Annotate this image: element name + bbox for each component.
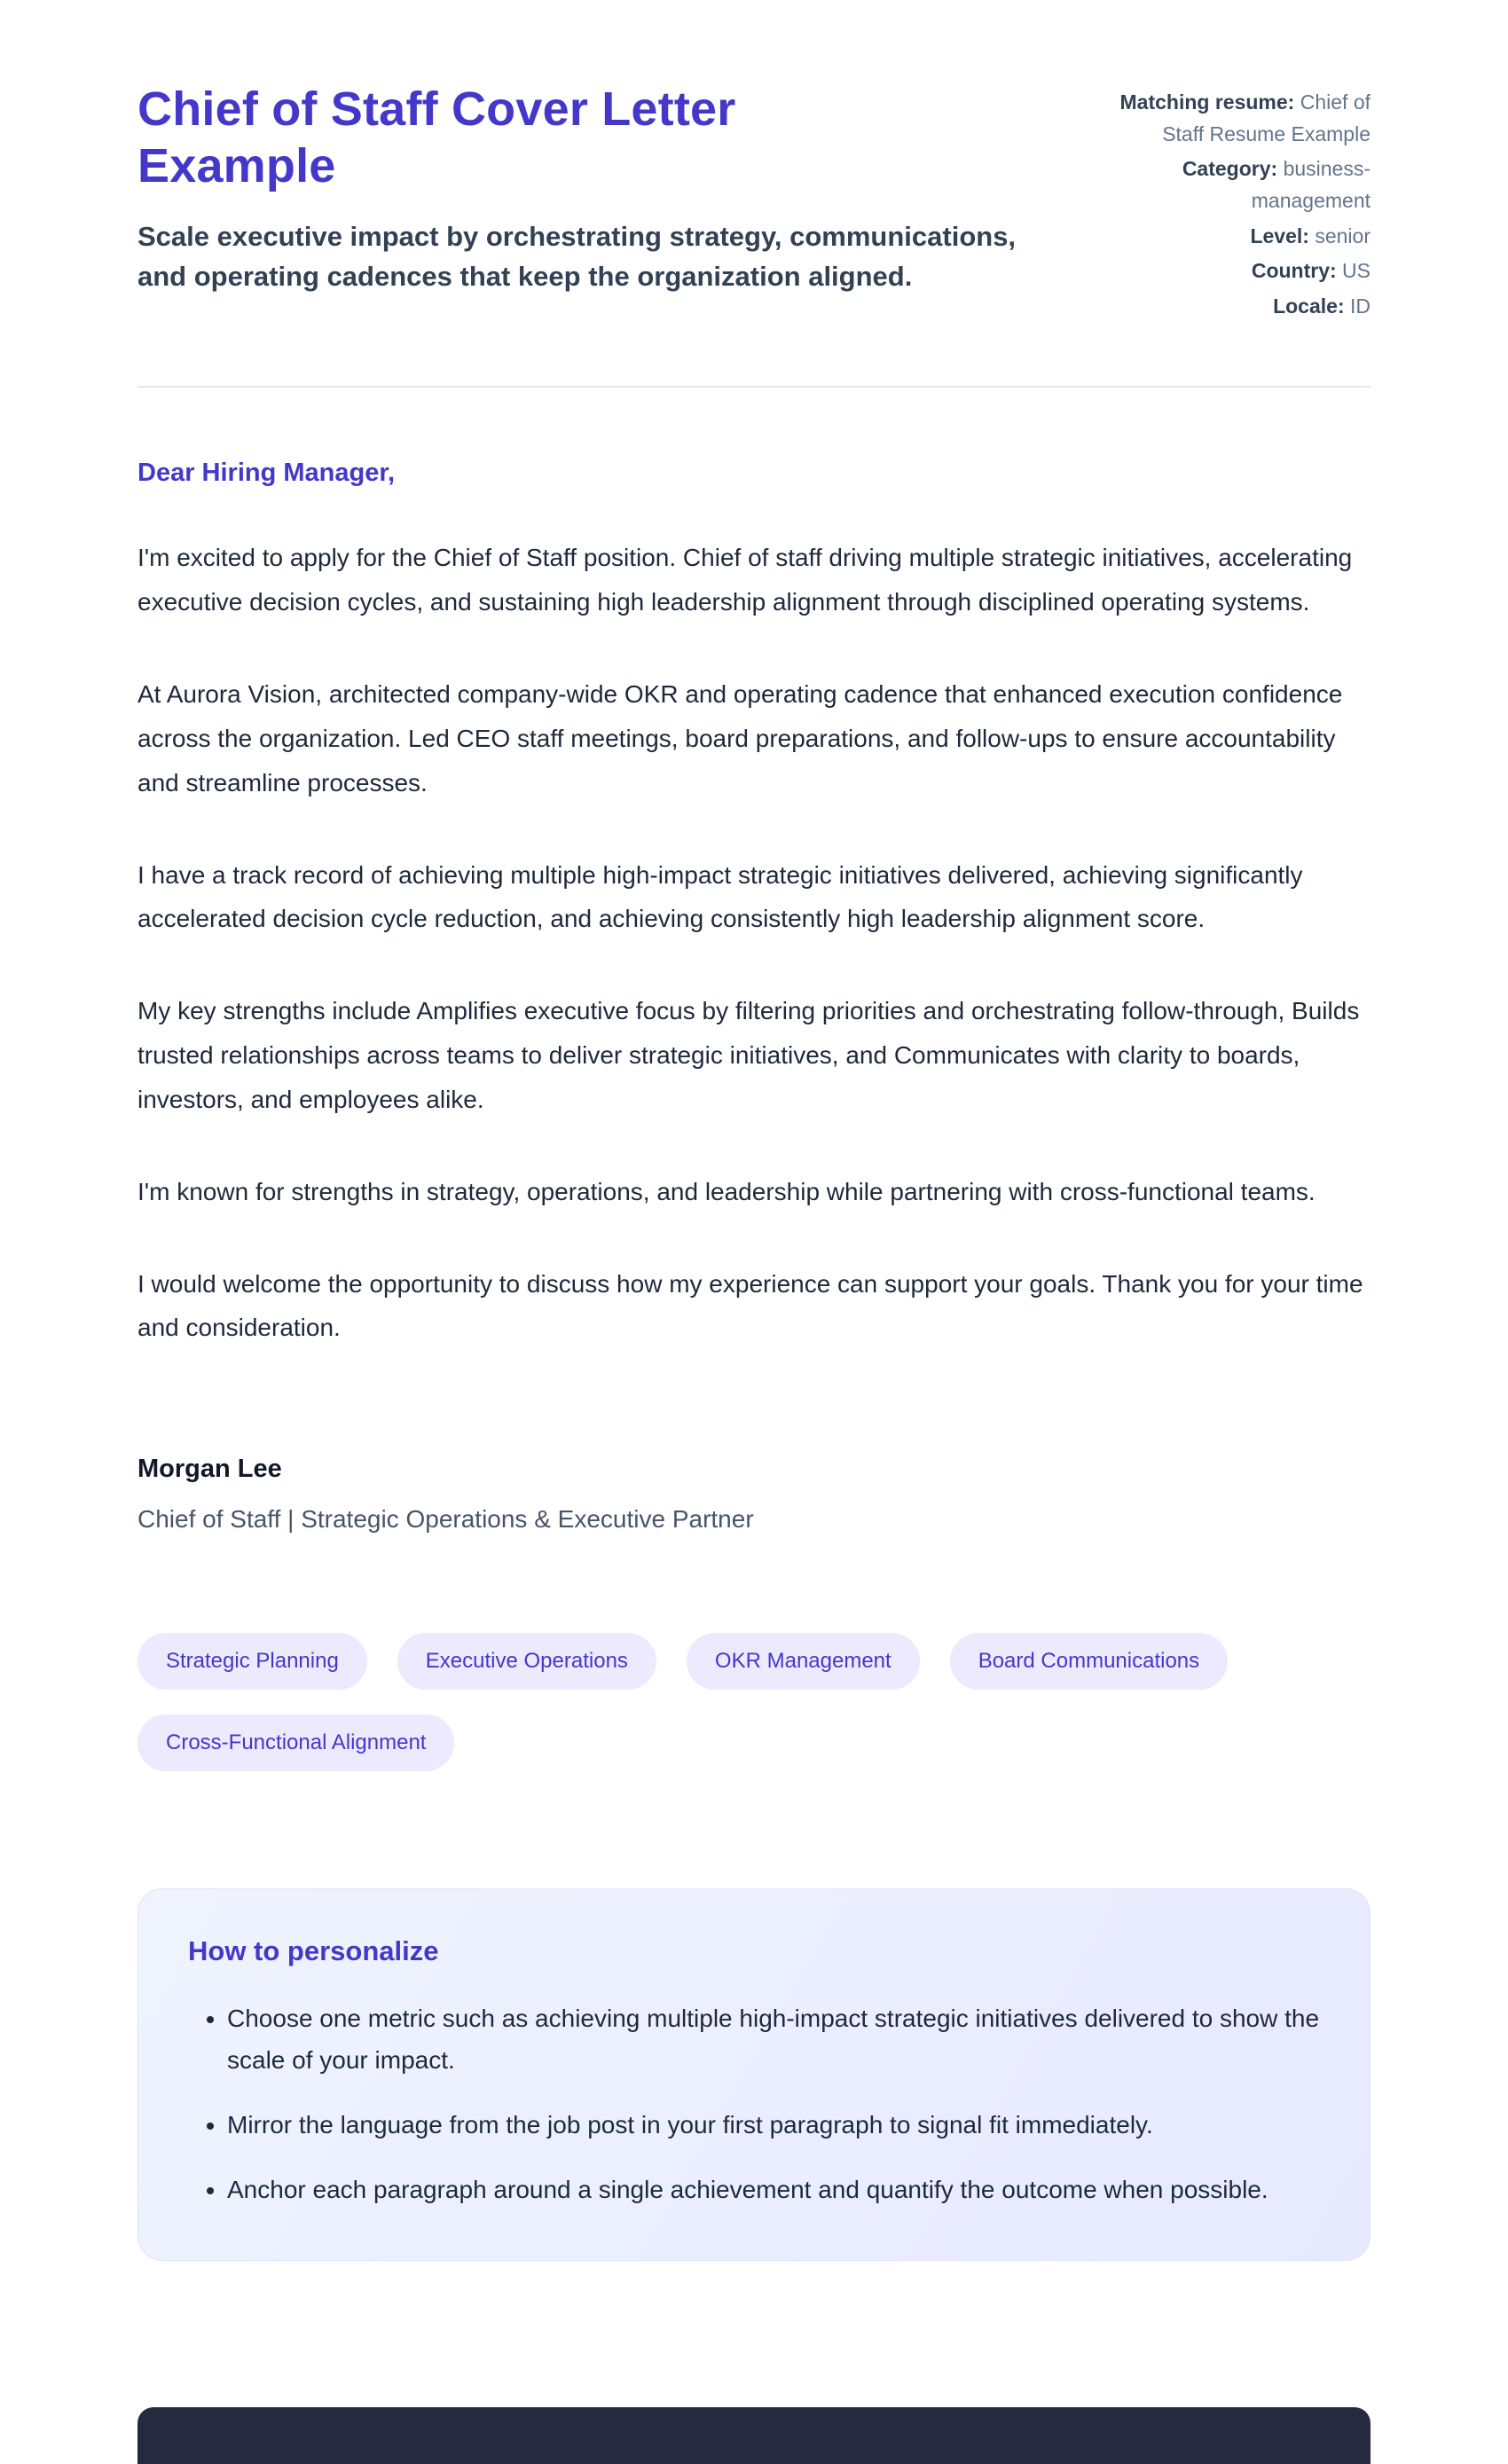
tag-executive-operations: Executive Operations [397, 1633, 656, 1690]
skill-tags [137, 1633, 1246, 1771]
meta-category [1109, 153, 1371, 216]
letter-paragraph: I would welcome the opportunity to discuss how my experience can support your goals. Thank you for your time and consideration. [137, 1269, 1363, 1342]
cover-letter-body [137, 459, 1371, 1534]
meta-label: Locale: [1273, 294, 1345, 318]
page-header [137, 82, 1371, 326]
header-divider [137, 386, 1371, 388]
meta-value: Chief of Staff Resume Example [1162, 90, 1371, 145]
footer-card-edge [137, 2407, 1371, 2464]
tag-cross-functional-alignment: Cross-Functional Alignment [137, 1715, 454, 1771]
signature-role: Chief of Staff | Strategic Operations & Executive Partner [137, 1505, 754, 1534]
meta-locale [1109, 291, 1371, 323]
tag-strategic-planning: Strategic Planning [137, 1633, 367, 1690]
letter-paragraph: My key strengths include Amplifies executive focus by filtering priorities and orchestrating follow-through, Builds trusted relationships across teams to deliver strategic initiatives, and Communicates with clarity to boards, investors, and employees alike. [137, 997, 1360, 1113]
meta-value: US [1342, 259, 1371, 283]
meta-value: ID [1350, 294, 1371, 318]
page-subtitle: Scale executive impact by orchestrating strategy, communications, and operating cadences that keep the organization aligned. [137, 221, 1017, 293]
tag-board-communications: Board Communications [950, 1633, 1228, 1690]
resume-meta-panel [1109, 82, 1371, 326]
personalize-tip: • Mirror the language from the job post in your first paragraph to signal fit immediately. [227, 2104, 1320, 2146]
letter-paragraph: I'm known for strengths in strategy, operations, and leadership while partnering with cross-functional teams. [137, 1177, 1316, 1205]
meta-matching-resume [1109, 87, 1371, 150]
meta-country [1109, 255, 1371, 287]
personalize-tips-list [188, 1997, 1320, 2210]
meta-label: Country: [1251, 259, 1337, 283]
letter-paragraph: I'm excited to apply for the Chief of Staff position. Chief of staff driving multiple strategic initiatives, accelerating executive decision cycles, and sustaining high leadership alignment through disciplined operating systems. [137, 544, 1353, 616]
letter-paragraph: At Aurora Vision, architected company-wide OKR and operating cadence that enhanced execution confidence across the organization. Led CEO staff meetings, board preparations, and follow-ups to ensure accountability and streamline processes. [137, 680, 1343, 796]
page-title: Chief of Staff Cover Letter Example [137, 82, 736, 192]
meta-value: business-management [1251, 157, 1371, 212]
letter-greeting: Dear Hiring Manager, [137, 459, 396, 488]
meta-label: Category: [1182, 157, 1278, 181]
header-title-block [137, 82, 1064, 326]
signature-block [137, 1455, 1371, 1534]
meta-label: Matching resume: [1119, 90, 1295, 114]
meta-level [1109, 221, 1371, 253]
personalize-title: How to personalize [188, 1935, 439, 1967]
meta-value: senior [1315, 224, 1371, 247]
personalize-callout [137, 1888, 1371, 2261]
tag-okr-management: OKR Management [687, 1633, 920, 1690]
letter-paragraph: I have a track record of achieving multiple high-impact strategic initiatives delivered, achieving significantly accelerated decision cycle reduction, and achieving consistently high leadership alignment score. [137, 860, 1303, 933]
personalize-tip: • Anchor each paragraph around a single achievement and quantify the outcome when possible. [227, 2169, 1320, 2210]
meta-label: Level: [1250, 224, 1309, 247]
signature-name: Morgan Lee [137, 1455, 282, 1484]
personalize-tip: • Choose one metric such as achieving multiple high-impact strategic initiatives delivered to show the scale of your impact. [227, 1997, 1320, 2081]
